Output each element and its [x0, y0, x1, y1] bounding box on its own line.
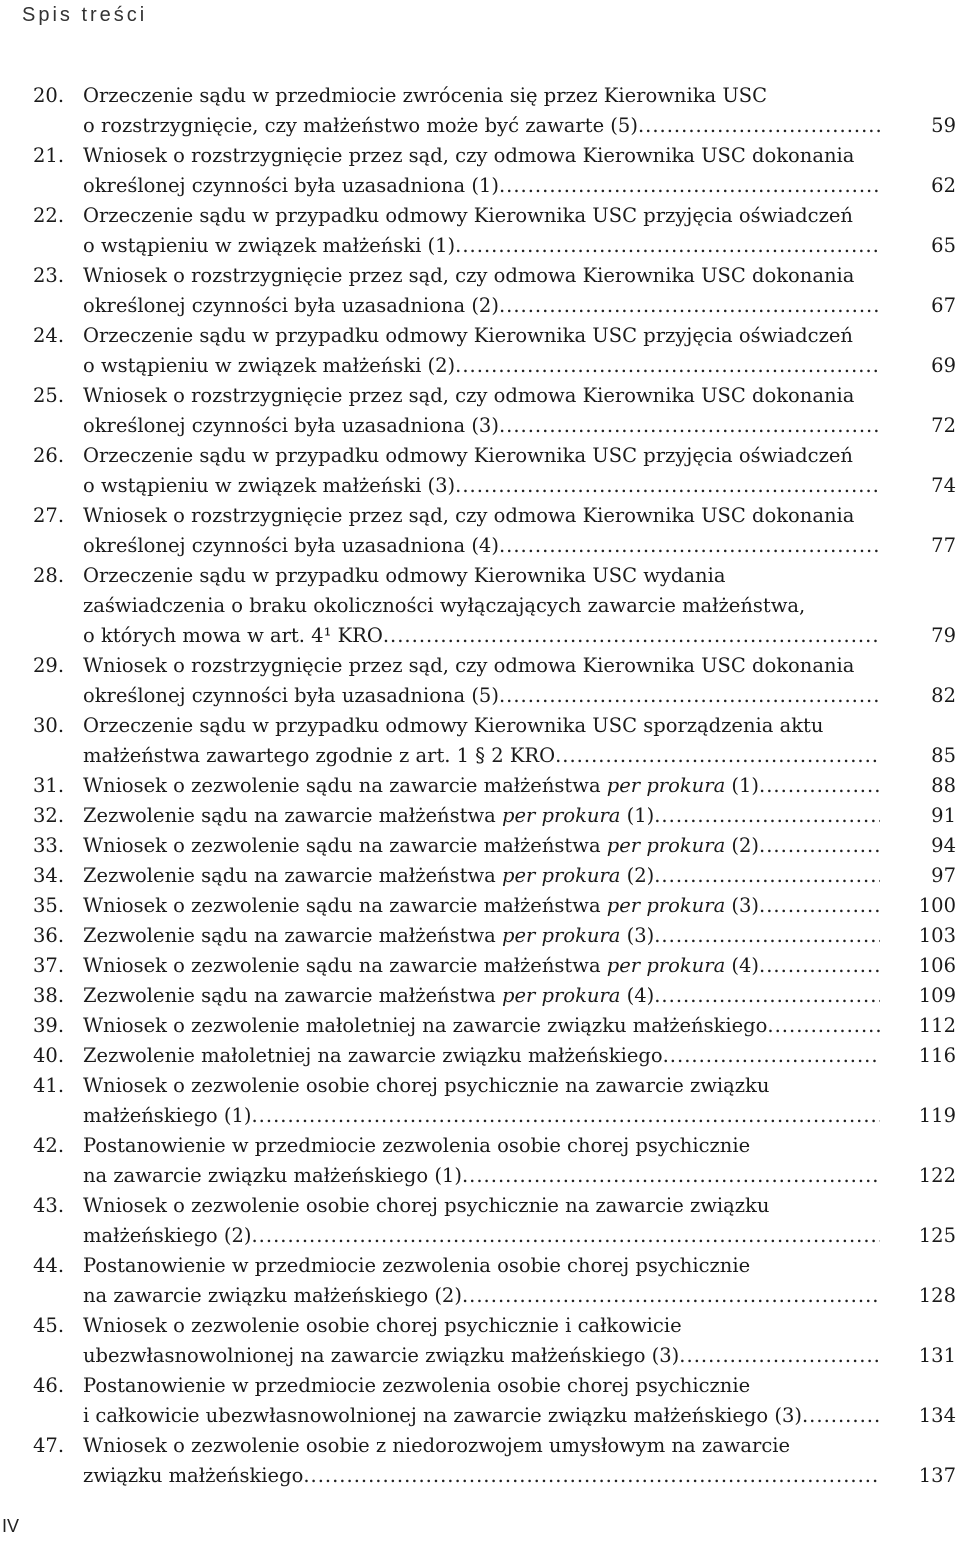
entry-number: 36.: [33, 924, 65, 947]
entry-title-line: Wniosek o zezwolenie osobie chorej psychicznie i całkowicie: [83, 1314, 682, 1337]
entry-title-tail: [83, 981, 654, 1011]
entry-number: 45.: [33, 1314, 65, 1337]
entry-title-text: o wstąpieniu w związek małżeński (1): [83, 234, 456, 257]
entry-page-number: 131: [918, 1344, 956, 1367]
entry-title: [83, 921, 880, 951]
dot-leader: [462, 1161, 880, 1191]
entry-title-line: Postanowienie w przedmiocie zezwolenia osobie chorej psychicznie: [83, 1374, 751, 1397]
dot-leader: [499, 411, 880, 441]
toc-entry[interactable]: [0, 1071, 960, 1131]
entry-title-tail: [83, 1281, 462, 1311]
entry-title-text: o rozstrzygnięcie, czy małżeństwo może być zawarte (5): [83, 114, 638, 137]
entry-title: [83, 141, 880, 201]
entry-number: 25.: [33, 384, 65, 407]
toc-entry[interactable]: [0, 1011, 960, 1041]
dot-leader: [455, 471, 880, 501]
toc-entry[interactable]: [0, 651, 960, 711]
entry-title-line: [83, 951, 880, 981]
entry-number: 40.: [33, 1044, 65, 1067]
entry-title-line: [83, 1281, 880, 1311]
toc-entry[interactable]: [0, 1311, 960, 1371]
entry-title: [83, 561, 880, 651]
dot-leader: [654, 861, 880, 891]
entry-number: 34.: [33, 864, 65, 887]
entry-title-line: [83, 111, 880, 141]
entry-number: 27.: [33, 504, 65, 527]
entry-title: [83, 891, 880, 921]
entry-title-line: Orzeczenie sądu w przedmiocie zwrócenia się przez Kierownika USC: [83, 84, 768, 107]
entry-title-line: [83, 1041, 880, 1071]
entry-title-line: [83, 291, 880, 321]
entry-title-line: Wniosek o rozstrzygnięcie przez sąd, czy odmowa Kierownika USC dokonania: [83, 504, 855, 527]
entry-title-tail: [83, 1401, 802, 1431]
entry-title-text: określonej czynności była uzasadniona (3): [83, 414, 499, 437]
entry-title-tail: [83, 1101, 251, 1131]
entry-title-line: Orzeczenie sądu w przypadku odmowy Kierownika USC przyjęcia oświadczeń: [83, 324, 853, 347]
entry-title-line: Wniosek o rozstrzygnięcie przez sąd, czy odmowa Kierownika USC dokonania: [83, 264, 855, 287]
table-of-contents: [0, 81, 960, 1491]
dot-leader: [759, 831, 880, 861]
entry-title-line: [83, 621, 880, 651]
entry-number: 32.: [33, 804, 65, 827]
entry-title-tail: [83, 1011, 767, 1041]
entry-number: 42.: [33, 1134, 65, 1157]
dot-leader: [654, 981, 880, 1011]
dot-leader: [303, 1461, 880, 1491]
entry-page-number: 106: [918, 954, 956, 977]
entry-title-tail: [83, 1221, 251, 1251]
entry-title-text: na zawarcie związku małżeńskiego (1): [83, 1164, 462, 1187]
entry-title-line: [83, 741, 880, 771]
entry-title-suffix: (2): [620, 864, 655, 887]
entry-title-text: małżeńskiego (2): [83, 1224, 252, 1247]
entry-title-tail: [83, 621, 383, 651]
toc-entry[interactable]: [0, 261, 960, 321]
entry-title-line: [83, 171, 880, 201]
entry-number: 21.: [33, 144, 65, 167]
toc-entry[interactable]: [0, 381, 960, 441]
entry-page-number: 122: [918, 1164, 956, 1187]
entry-title-line: [83, 891, 880, 921]
entry-title-text: i całkowicie ubezwłasnowolnionej na zawarcie związku małżeńskiego (3): [83, 1404, 802, 1427]
entry-title-tail: [83, 471, 455, 501]
entry-title-tail: [83, 1161, 462, 1191]
running-head: Spis treści: [22, 4, 148, 26]
entry-number: 22.: [33, 204, 65, 227]
entry-page-number: 137: [918, 1464, 956, 1487]
toc-entry[interactable]: [0, 321, 960, 381]
entry-title-line: [83, 351, 880, 381]
entry-title-line: [83, 1341, 880, 1371]
entry-title-tail: [83, 411, 499, 441]
entry-title: [83, 801, 880, 831]
dot-leader: [251, 1221, 880, 1251]
toc-entry[interactable]: [0, 951, 960, 981]
entry-title-italic: per prokura: [606, 774, 726, 797]
entry-title-tail: [83, 231, 455, 261]
entry-number: 38.: [33, 984, 65, 1007]
entry-title-line: [83, 231, 880, 261]
dot-leader: [251, 1101, 880, 1131]
toc-entry[interactable]: [0, 1131, 960, 1191]
entry-title-tail: [83, 741, 555, 771]
entry-page-number: 69: [931, 354, 956, 377]
entry-title-italic: per prokura: [501, 804, 621, 827]
entry-title-italic: per prokura: [501, 984, 621, 1007]
entry-number: 44.: [33, 1254, 65, 1277]
entry-title-text: określonej czynności była uzasadniona (1): [83, 174, 499, 197]
entry-title-line: [83, 1101, 880, 1131]
toc-entry[interactable]: [0, 1431, 960, 1491]
entry-title-italic: per prokura: [501, 864, 621, 887]
entry-page-number: 88: [931, 774, 956, 797]
entry-title: [83, 861, 880, 891]
entry-title: [83, 1371, 880, 1431]
entry-title-text: o wstąpieniu w związek małżeński (2): [83, 354, 456, 377]
dot-leader: [499, 291, 880, 321]
dot-leader: [638, 111, 880, 141]
entry-title-tail: [83, 1341, 679, 1371]
entry-title-text: Zezwolenie sądu na zawarcie małżeństwa: [83, 924, 496, 947]
entry-page-number: 79: [931, 624, 956, 647]
toc-entry[interactable]: [0, 201, 960, 261]
entry-page-number: 59: [931, 114, 956, 137]
entry-number: 24.: [33, 324, 65, 347]
entry-title-tail: [83, 681, 499, 711]
entry-title-tail: [83, 351, 455, 381]
dot-leader: [455, 231, 880, 261]
entry-title-line: Wniosek o zezwolenie osobie z niedorozwojem umysłowym na zawarcie: [83, 1434, 791, 1457]
entry-page-number: 77: [931, 534, 956, 557]
entry-number: 39.: [33, 1014, 65, 1037]
entry-title: [83, 831, 880, 861]
entry-title: [83, 501, 880, 561]
entry-number: 47.: [33, 1434, 65, 1457]
entry-number: 46.: [33, 1374, 65, 1397]
entry-title-line: [83, 1161, 880, 1191]
entry-title-line: [83, 681, 880, 711]
entry-title-tail: [83, 291, 499, 321]
entry-page-number: 85: [931, 744, 956, 767]
entry-title-italic: per prokura: [501, 924, 621, 947]
entry-page-number: 97: [931, 864, 956, 887]
entry-title-line: [83, 1401, 880, 1431]
entry-number: 43.: [33, 1194, 65, 1217]
entry-title: [83, 951, 880, 981]
dot-leader: [663, 1041, 880, 1071]
entry-title: [83, 1311, 880, 1371]
entry-title-italic: per prokura: [606, 834, 726, 857]
entry-number: 20.: [33, 84, 65, 107]
toc-entry[interactable]: [0, 1041, 960, 1071]
entry-title: [83, 81, 880, 141]
dot-leader: [555, 741, 880, 771]
entry-title-text: Wniosek o zezwolenie sądu na zawarcie małżeństwa: [83, 774, 601, 797]
entry-title: [83, 1131, 880, 1191]
entry-title-line: zaświadczenia o braku okoliczności wyłączających zawarcie małżeństwa,: [83, 594, 806, 617]
dot-leader: [383, 621, 880, 651]
entry-title-line: Orzeczenie sądu w przypadku odmowy Kierownika USC wydania: [83, 564, 726, 587]
entry-page-number: 65: [931, 234, 956, 257]
entry-title-tail: [83, 861, 654, 891]
toc-entry[interactable]: [0, 561, 960, 651]
toc-entry[interactable]: [0, 801, 960, 831]
entry-page-number: 128: [918, 1284, 956, 1307]
toc-entry[interactable]: [0, 1371, 960, 1431]
toc-entry[interactable]: [0, 1251, 960, 1311]
entry-page-number: 103: [918, 924, 956, 947]
entry-page-number: 109: [918, 984, 956, 1007]
entry-title-line: [83, 1461, 880, 1491]
entry-title-text: Zezwolenie sądu na zawarcie małżeństwa: [83, 984, 496, 1007]
entry-title-line: [83, 981, 880, 1011]
entry-title-text: Zezwolenie małoletniej na zawarcie związku małżeńskiego: [83, 1044, 663, 1067]
entry-title: [83, 261, 880, 321]
entry-title-line: Wniosek o rozstrzygnięcie przez sąd, czy odmowa Kierownika USC dokonania: [83, 144, 855, 167]
entry-title-line: [83, 471, 880, 501]
entry-title: [83, 1041, 880, 1071]
entry-title: [83, 981, 880, 1011]
entry-title: [83, 1071, 880, 1131]
dot-leader: [462, 1281, 880, 1311]
entry-title-line: Orzeczenie sądu w przypadku odmowy Kierownika USC przyjęcia oświadczeń: [83, 444, 853, 467]
dot-leader: [499, 531, 880, 561]
dot-leader: [499, 171, 880, 201]
toc-entry[interactable]: [0, 921, 960, 951]
entry-title-line: Wniosek o rozstrzygnięcie przez sąd, czy odmowa Kierownika USC dokonania: [83, 384, 855, 407]
entry-title-line: Orzeczenie sądu w przypadku odmowy Kierownika USC przyjęcia oświadczeń: [83, 204, 853, 227]
entry-title-tail: [83, 1041, 663, 1071]
entry-title-suffix: (2): [725, 834, 760, 857]
dot-leader: [654, 801, 880, 831]
toc-entry[interactable]: [0, 981, 960, 1011]
entry-page-number: 74: [931, 474, 956, 497]
entry-title-text: Wniosek o zezwolenie sądu na zawarcie małżeństwa: [83, 954, 601, 977]
entry-page-number: 82: [931, 684, 956, 707]
entry-title-tail: [83, 921, 654, 951]
entry-title-tail: [83, 891, 759, 921]
dot-leader: [654, 921, 880, 951]
entry-title-text: związku małżeńskiego: [83, 1464, 304, 1487]
entry-title-text: określonej czynności była uzasadniona (2): [83, 294, 499, 317]
entry-title: [83, 771, 880, 801]
dot-leader: [759, 891, 880, 921]
entry-title-tail: [83, 531, 499, 561]
toc-entry[interactable]: [0, 441, 960, 501]
entry-title-suffix: (3): [725, 894, 760, 917]
entry-title: [83, 1011, 880, 1041]
entry-title-text: określonej czynności była uzasadniona (5): [83, 684, 499, 707]
toc-entry[interactable]: [0, 81, 960, 141]
entry-title-line: [83, 531, 880, 561]
entry-title-line: Wniosek o rozstrzygnięcie przez sąd, czy odmowa Kierownika USC dokonania: [83, 654, 855, 677]
toc-entry[interactable]: [0, 771, 960, 801]
entry-title-text: o których mowa w art. 4¹ KRO: [83, 624, 383, 647]
entry-title-suffix: (1): [620, 804, 655, 827]
entry-title-tail: [83, 951, 759, 981]
entry-title-line: [83, 1221, 880, 1251]
entry-title: [83, 201, 880, 261]
toc-entry[interactable]: [0, 501, 960, 561]
entry-title-tail: [83, 171, 499, 201]
entry-number: 41.: [33, 1074, 65, 1097]
dot-leader: [759, 771, 880, 801]
entry-title: [83, 1251, 880, 1311]
entry-number: 33.: [33, 834, 65, 857]
entry-title-line: [83, 921, 880, 951]
entry-title-text: ubezwłasnowolnionej na zawarcie związku małżeńskiego (3): [83, 1344, 680, 1367]
dot-leader: [499, 681, 880, 711]
entry-title-tail: [83, 1461, 303, 1491]
entry-title-line: [83, 411, 880, 441]
entry-number: 23.: [33, 264, 65, 287]
entry-title-italic: per prokura: [606, 954, 726, 977]
dot-leader: [455, 351, 880, 381]
toc-entry[interactable]: [0, 711, 960, 771]
entry-title-suffix: (3): [620, 924, 655, 947]
entry-title-text: o wstąpieniu w związek małżeński (3): [83, 474, 456, 497]
dot-leader: [759, 951, 880, 981]
dot-leader: [802, 1401, 880, 1431]
entry-page-number: 94: [931, 834, 956, 857]
toc-entry[interactable]: [0, 861, 960, 891]
entry-page-number: 116: [918, 1044, 956, 1067]
toc-entry[interactable]: [0, 1191, 960, 1251]
entry-title-text: Wniosek o zezwolenie sądu na zawarcie małżeństwa: [83, 894, 601, 917]
entry-title-line: Orzeczenie sądu w przypadku odmowy Kierownika USC sporządzenia aktu: [83, 714, 824, 737]
entry-title-text: małżeńskiego (1): [83, 1104, 252, 1127]
entry-number: 29.: [33, 654, 65, 677]
entry-title-line: [83, 861, 880, 891]
entry-title-line: [83, 771, 880, 801]
entry-page-number: 100: [918, 894, 956, 917]
entry-title: [83, 1191, 880, 1251]
entry-title-line: [83, 1011, 880, 1041]
entry-title-text: małżeństwa zawartego zgodnie z art. 1 § 2 KRO: [83, 744, 556, 767]
entry-number: 35.: [33, 894, 65, 917]
entry-title: [83, 711, 880, 771]
toc-entry[interactable]: [0, 831, 960, 861]
entry-page-number: 67: [931, 294, 956, 317]
entry-title: [83, 1431, 880, 1491]
entry-number: 28.: [33, 564, 65, 587]
entry-title-text: Wniosek o zezwolenie sądu na zawarcie małżeństwa: [83, 834, 601, 857]
entry-page-number: 134: [918, 1404, 956, 1427]
entry-title-line: Postanowienie w przedmiocie zezwolenia osobie chorej psychicznie: [83, 1254, 751, 1277]
entry-number: 31.: [33, 774, 65, 797]
entry-page-number: 119: [918, 1104, 956, 1127]
entry-title-line: Wniosek o zezwolenie osobie chorej psychicznie na zawarcie związku: [83, 1194, 770, 1217]
toc-entry[interactable]: [0, 141, 960, 201]
entry-title: [83, 381, 880, 441]
entry-page-number: 91: [931, 804, 956, 827]
entry-page-number: 72: [931, 414, 956, 437]
entry-number: 26.: [33, 444, 65, 467]
entry-title-suffix: (4): [725, 954, 760, 977]
entry-page-number: 112: [918, 1014, 956, 1037]
entry-title-text: Zezwolenie sądu na zawarcie małżeństwa: [83, 804, 496, 827]
entry-title-text: określonej czynności była uzasadniona (4): [83, 534, 499, 557]
dot-leader: [679, 1341, 880, 1371]
entry-title: [83, 651, 880, 711]
entry-number: 37.: [33, 954, 65, 977]
entry-title-tail: [83, 111, 638, 141]
entry-title: [83, 321, 880, 381]
entry-title-line: [83, 831, 880, 861]
entry-title-tail: [83, 771, 759, 801]
entry-title-text: na zawarcie związku małżeńskiego (2): [83, 1284, 462, 1307]
entry-title-line: Wniosek o zezwolenie osobie chorej psychicznie na zawarcie związku: [83, 1074, 770, 1097]
entry-title-italic: per prokura: [606, 894, 726, 917]
entry-title-tail: [83, 801, 654, 831]
entry-title-line: Postanowienie w przedmiocie zezwolenia osobie chorej psychicznie: [83, 1134, 751, 1157]
dot-leader: [767, 1011, 880, 1041]
entry-page-number: 125: [918, 1224, 956, 1247]
entry-title: [83, 441, 880, 501]
toc-entry[interactable]: [0, 891, 960, 921]
entry-number: 30.: [33, 714, 65, 737]
entry-title-line: [83, 801, 880, 831]
entry-title-tail: [83, 831, 759, 861]
page-folio: IV: [2, 1516, 20, 1536]
entry-title-text: Zezwolenie sądu na zawarcie małżeństwa: [83, 864, 496, 887]
entry-title-text: Wniosek o zezwolenie małoletniej na zawarcie związku małżeńskiego: [83, 1014, 768, 1037]
entry-page-number: 62: [931, 174, 956, 197]
entry-title-suffix: (1): [725, 774, 760, 797]
entry-title-suffix: (4): [620, 984, 655, 1007]
